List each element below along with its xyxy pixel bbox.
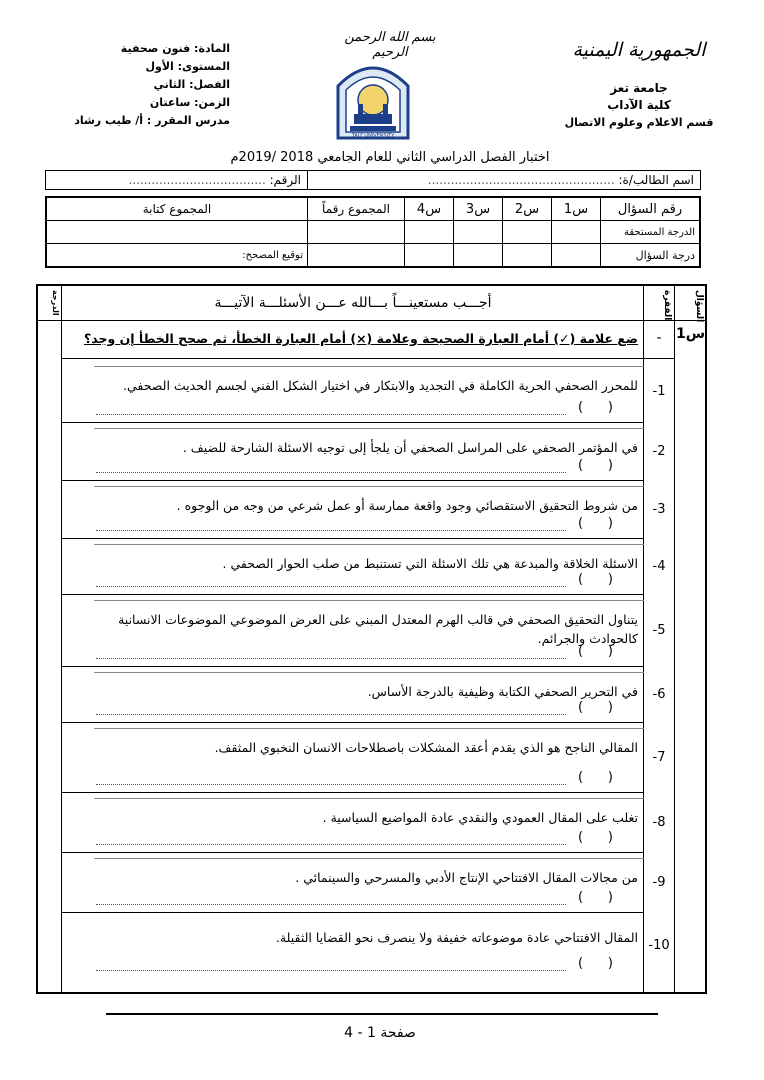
- item-divider: [61, 666, 644, 667]
- question-grade-q4: [405, 244, 454, 268]
- duration: الزمن: ساعتان: [149, 96, 230, 109]
- item-statement: في المؤتمر الصحفي على المراسل الصحفي أن يلجأ إلى توجيه الاسئلة الشارحة للضيف .: [182, 440, 638, 455]
- item-number: -6: [652, 687, 666, 702]
- department-name: قسم الاعلام وعلوم الاتصال: [564, 116, 714, 129]
- item-statement: المقالي الناجح هو الذي يقدم أعقد المشكلات باصطلاحات الانسان النخبوي المثقف.: [214, 740, 638, 755]
- due-grade-label: الدرجة المستحقة: [601, 221, 701, 244]
- item-box-edge: [94, 728, 644, 729]
- answer-mark-box[interactable]: ( ): [578, 572, 613, 587]
- level: المستوى: الأول: [145, 60, 230, 73]
- basmala: بسم الله الرحمن الرحيم: [344, 30, 436, 60]
- item-statement: المقال الافتتاحي عادة موضوعاته خفيفة ولا ينصرف نحو القضايا الثقيلة.: [275, 930, 638, 945]
- correction-line[interactable]: [96, 714, 566, 715]
- grade-col-q2: س2: [503, 197, 552, 221]
- question-directive: ضع علامة (✓) أمام العبارة الصحيحة وعلامة (×) أمام العبارة الخطأ، ثم صحح الخطأ إن وجد؟: [84, 331, 638, 346]
- item-box-edge: [94, 428, 644, 429]
- item-divider: [61, 594, 644, 595]
- header-row-divider: [38, 320, 705, 321]
- item-statement: تغلب على المقال العمودي والنقدي عادة المواضيع السياسية .: [322, 810, 638, 825]
- grade-col-q4: س4: [405, 197, 454, 221]
- faculty-name: كلية الآداب: [607, 98, 671, 112]
- total-words-cell[interactable]: [46, 221, 308, 244]
- item-statement: يتناول التحقيق الصحفي في قالب الهرم المعتدل المبني على العرض الموضوعي الموضوعات الانسانية كالحوادث والجرائم.: [118, 612, 638, 646]
- item-box-edge: [94, 798, 644, 799]
- correction-line[interactable]: [96, 784, 566, 785]
- item-divider: [61, 792, 644, 793]
- answer-mark-box[interactable]: ( ): [578, 644, 613, 659]
- correction-line[interactable]: [96, 904, 566, 905]
- item-box-edge: [94, 858, 644, 859]
- corrector-signature[interactable]: توقيع المصحح:: [46, 244, 308, 268]
- correction-line[interactable]: [96, 530, 566, 531]
- answer-mark-box[interactable]: ( ): [578, 890, 613, 905]
- grade-col-header: الدرجة: [51, 290, 60, 316]
- question-grade-q1: [552, 244, 601, 268]
- instructor: مدرس المقرر : أ/ طيب رشاد: [74, 114, 230, 127]
- university-name: جامعة تعز: [610, 81, 668, 95]
- answer-mark-box[interactable]: ( ): [578, 458, 613, 473]
- total-digits-cell[interactable]: [308, 221, 405, 244]
- question-grade-label: درجة السؤال: [601, 244, 701, 268]
- directive-dash: -: [656, 330, 662, 346]
- correction-line[interactable]: [96, 970, 566, 971]
- item-box-edge: [94, 366, 644, 367]
- item-divider: [61, 538, 644, 539]
- grade-column-divider: [61, 286, 62, 992]
- grade-col-q3: س3: [454, 197, 503, 221]
- item-number: -1: [652, 384, 666, 399]
- grade-col-q1: س1: [552, 197, 601, 221]
- question-grade-q2: [503, 244, 552, 268]
- page-number: صفحة 1 - 4: [344, 1025, 416, 1041]
- due-grade-q1[interactable]: [552, 221, 601, 244]
- item-statement: الاسئلة الخلاقة والمبدعة هي تلك الاسئلة التي تستنبط من صلب الحوار الصحفي .: [222, 556, 638, 571]
- total-digits-header: المجموع رقماً: [308, 197, 405, 221]
- item-divider: [61, 422, 644, 423]
- student-number-field[interactable]: الرقم: ....................................: [46, 171, 308, 190]
- item-box-edge: [94, 600, 644, 601]
- footer-rule: [106, 1013, 658, 1015]
- student-info: [45, 170, 701, 190]
- answer-mark-box[interactable]: ( ): [578, 700, 613, 715]
- correction-line[interactable]: [96, 658, 566, 659]
- exam-title: اختبار الفصل الدراسي الثاني للعام الجامعي 2018 /2019م: [230, 150, 550, 165]
- item-number: -10: [648, 938, 670, 953]
- item-number: -8: [652, 815, 666, 830]
- total-words-header: المجموع كتابة: [46, 197, 308, 221]
- item-statement: للمحرر الصحفي الحرية الكاملة في التجديد والابتكار في اختيار الشكل الفني لجسم الحديث الصحفي.: [123, 378, 638, 393]
- answer-mark-box[interactable]: ( ): [578, 516, 613, 531]
- answer-mark-box[interactable]: ( ): [578, 956, 613, 971]
- answer-mark-box[interactable]: ( ): [578, 830, 613, 845]
- question-grade-total: [308, 244, 405, 268]
- item-box-edge: [94, 544, 644, 545]
- correction-line[interactable]: [96, 586, 566, 587]
- student-name-field[interactable]: اسم الطالب/ة: .................................................: [308, 171, 701, 190]
- item-number: -4: [652, 559, 666, 574]
- questions-section: [36, 284, 707, 994]
- question-col-header: السؤال: [694, 290, 704, 323]
- item-number: -2: [652, 444, 666, 459]
- item-statement: من مجالات المقال الافتتاحي الإنتاج الأدبي والمسرحي والسينمائي .: [295, 870, 638, 885]
- item-statement: من شروط التحقيق الاستقصائي وجود واقعة ممارسة أو عمل شرعي من وجه من الوجوه .: [176, 498, 638, 513]
- item-number: -7: [652, 750, 666, 765]
- logo-caption: TAIZ UNIVERSITY: [351, 133, 395, 139]
- question-number-header: رقم السؤال: [601, 197, 701, 221]
- item-divider: [61, 722, 644, 723]
- due-grade-q4[interactable]: [405, 221, 454, 244]
- correction-line[interactable]: [96, 472, 566, 473]
- question-column-divider: [674, 286, 675, 992]
- answer-mark-box[interactable]: ( ): [578, 400, 613, 415]
- paragraph-col-header: الفقرة: [662, 290, 672, 321]
- item-box-edge: [94, 486, 644, 487]
- university-logo: [330, 56, 416, 140]
- course-info: [70, 40, 230, 130]
- item-divider: [61, 480, 644, 481]
- institution-block: [534, 38, 744, 131]
- correction-line[interactable]: [96, 414, 566, 415]
- item-statement: في التحرير الصحفي الكتابة وظيفية بالدرجة الأساس.: [367, 684, 638, 699]
- question-grade-q3: [454, 244, 503, 268]
- item-number: -9: [652, 875, 666, 890]
- directive-divider: [61, 358, 674, 359]
- question-1-label: س1: [676, 326, 706, 342]
- item-number: -5: [652, 623, 666, 638]
- semester: الفصل: الثاني: [153, 78, 230, 91]
- answer-mark-box[interactable]: ( ): [578, 770, 613, 785]
- republic-title: الجمهورية اليمنية: [572, 39, 706, 61]
- item-box-edge: [94, 672, 644, 673]
- instruction-heading: أجـــب مستعينـــاً بـــالله عـــن الأسئلـــة الآتيـــة: [214, 295, 492, 311]
- due-grade-q3[interactable]: [454, 221, 503, 244]
- grades-table: [45, 196, 701, 268]
- item-divider: [61, 852, 644, 853]
- due-grade-q2[interactable]: [503, 221, 552, 244]
- item-divider: [61, 912, 644, 913]
- correction-line[interactable]: [96, 844, 566, 845]
- subject: المادة: فنون صحفية: [120, 42, 230, 55]
- item-number: -3: [652, 502, 666, 517]
